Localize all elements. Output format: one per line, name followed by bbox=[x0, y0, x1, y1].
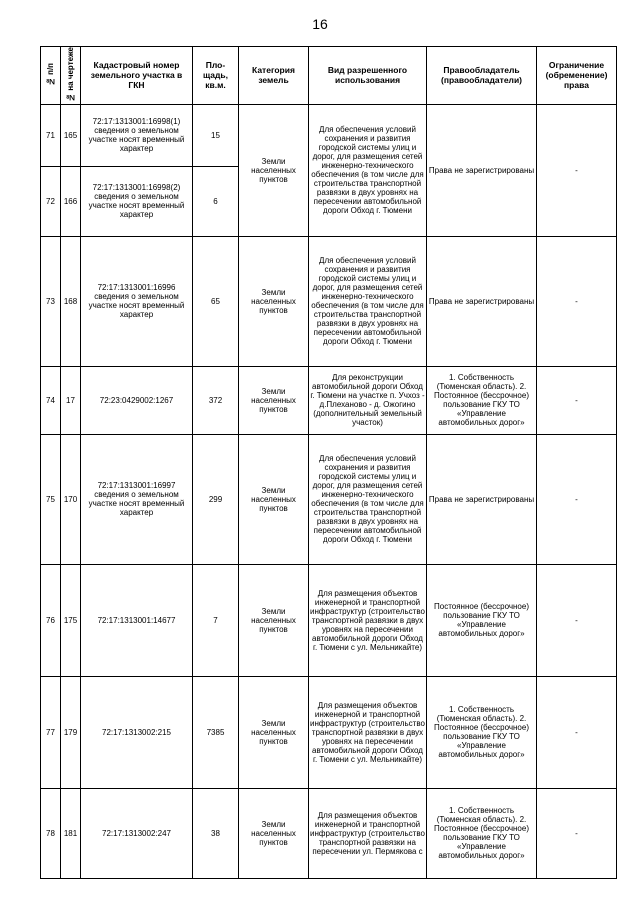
row-num: 76 bbox=[41, 564, 61, 676]
row-num: 71 bbox=[41, 104, 61, 166]
row-cadastral: 72:17:1313002:215 bbox=[81, 676, 193, 788]
row-use: Для обеспечения условий сохранения и развития городской системы улиц и дорог, для размещения сетей инженерно-технического обеспечения (в том числе для строительства транспортной развязки в двух уровнях на пересечении автомобильной дороги Обход г. Тюмени bbox=[309, 236, 427, 366]
row-restriction: - bbox=[537, 788, 617, 878]
land-plots-table bbox=[40, 46, 617, 879]
row-num: 78 bbox=[41, 788, 61, 878]
row-use: Для обеспечения условий сохранения и развития городской системы улиц и дорог, для размещения сетей инженерно-технического обеспечения (в том числе для строительства транспортной развязки в двух уровнях на пересечении автомобильной дороги Обход г. Тюмени bbox=[309, 104, 427, 236]
page-number: 16 bbox=[312, 16, 328, 32]
row-draw-num: 168 bbox=[61, 236, 81, 366]
row-restriction: - bbox=[537, 434, 617, 564]
header-draw-num: № на чертеже bbox=[61, 47, 81, 105]
row-draw-num: 170 bbox=[61, 434, 81, 564]
row-restriction: - bbox=[537, 366, 617, 434]
row-holder: 1. Собственность (Тюменская область). 2. Постоянное (бессрочное) пользование ГКУ ТО «Управление автомобильных дорог» bbox=[427, 366, 537, 434]
table-row bbox=[41, 104, 617, 166]
row-category: Земли населенных пунктов bbox=[239, 564, 309, 676]
row-restriction: - bbox=[537, 104, 617, 236]
header-restriction: Ограничение (обременение) права bbox=[537, 47, 617, 105]
row-area: 7 bbox=[193, 564, 239, 676]
header-category: Категория земель bbox=[239, 47, 309, 105]
row-restriction: - bbox=[537, 564, 617, 676]
row-holder: Права не зарегистрированы bbox=[427, 236, 537, 366]
row-cadastral: 72:17:1313001:16998(1) сведения о земельном участке носят временный характер bbox=[81, 104, 193, 166]
row-holder: Постоянное (бессрочное) пользование ГКУ ТО «Управление автомобильных дорог» bbox=[427, 564, 537, 676]
row-category: Земли населенных пунктов bbox=[239, 788, 309, 878]
table-row bbox=[41, 788, 617, 878]
row-use: Для реконструкции автомобильной дороги Обход г. Тюмени на участке п. Учхоз - д.Плеханово - д. Ожогино (дополнительный земельный участок) bbox=[309, 366, 427, 434]
row-area: 65 bbox=[193, 236, 239, 366]
row-category: Земли населенных пунктов bbox=[239, 366, 309, 434]
row-use: Для обеспечения условий сохранения и развития городской системы улиц и дорог, для размещения сетей инженерно-технического обеспечения (в том числе для строительства транспортной развязки в двух уровнях на пересечении автомобильной дороги Обход г. Тюмени bbox=[309, 434, 427, 564]
table-row bbox=[41, 236, 617, 366]
table-row bbox=[41, 366, 617, 434]
row-category: Земли населенных пунктов bbox=[239, 676, 309, 788]
row-cadastral: 72:17:1313001:16997 сведения о земельном участке носят временный характер bbox=[81, 434, 193, 564]
header-area: Пло-щадь, кв.м. bbox=[193, 47, 239, 105]
row-draw-num: 175 bbox=[61, 564, 81, 676]
row-restriction: - bbox=[537, 676, 617, 788]
row-holder: 1. Собственность (Тюменская область). 2. Постоянное (бессрочное) пользование ГКУ ТО «Управление автомобильных дорог» bbox=[427, 676, 537, 788]
row-cadastral: 72:17:1313001:16998(2) сведения о земельном участке носят временный характер bbox=[81, 166, 193, 236]
header-holder: Правообладатель (правообладатели) bbox=[427, 47, 537, 105]
row-draw-num: 165 bbox=[61, 104, 81, 166]
row-holder: Права не зарегистрированы bbox=[427, 104, 537, 236]
row-category: Земли населенных пунктов bbox=[239, 434, 309, 564]
row-num: 74 bbox=[41, 366, 61, 434]
row-area: 38 bbox=[193, 788, 239, 878]
row-num: 77 bbox=[41, 676, 61, 788]
header-use: Вид разрешенного использования bbox=[309, 47, 427, 105]
row-draw-num: 179 bbox=[61, 676, 81, 788]
table-row bbox=[41, 434, 617, 564]
row-restriction: - bbox=[537, 236, 617, 366]
row-holder: Права не зарегистрированы bbox=[427, 434, 537, 564]
row-area: 15 bbox=[193, 104, 239, 166]
row-draw-num: 166 bbox=[61, 166, 81, 236]
row-num: 75 bbox=[41, 434, 61, 564]
row-use: Для размещения объектов инженерной и транспортной инфраструктур (строительство транспортной развязки на пересечении ул. Пермякова с bbox=[309, 788, 427, 878]
row-area: 372 bbox=[193, 366, 239, 434]
row-area: 6 bbox=[193, 166, 239, 236]
row-draw-num: 181 bbox=[61, 788, 81, 878]
row-num: 73 bbox=[41, 236, 61, 366]
row-area: 299 bbox=[193, 434, 239, 564]
header-row bbox=[41, 47, 617, 105]
row-cadastral: 72:23:0429002:1267 bbox=[81, 366, 193, 434]
row-category: Земли населенных пунктов bbox=[239, 104, 309, 236]
row-cadastral: 72:17:1313001:14677 bbox=[81, 564, 193, 676]
row-cadastral: 72:17:1313002:247 bbox=[81, 788, 193, 878]
row-use: Для размещения объектов инженерной и транспортной инфраструктур (строительство транспортной развязки в двух уровнях на пересечении автомобильной дороги Обход г. Тюмени с ул. Мельникайте) bbox=[309, 676, 427, 788]
header-cadastral: Кадастровый номер земельного участка в ГКН bbox=[81, 47, 193, 105]
row-cadastral: 72:17:1313001:16996 сведения о земельном участке носят временный характер bbox=[81, 236, 193, 366]
header-num: № п/п bbox=[41, 47, 61, 105]
row-category: Земли населенных пунктов bbox=[239, 236, 309, 366]
table-row bbox=[41, 564, 617, 676]
row-holder: 1. Собственность (Тюменская область). 2. Постоянное (бессрочное) пользование ГКУ ТО «Управление автомобильных дорог» bbox=[427, 788, 537, 878]
row-area: 7385 bbox=[193, 676, 239, 788]
row-use: Для размещения объектов инженерной и транспортной инфраструктур (строительство транспортной развязки в двух уровнях на пересечении автомобильной дороги Обход г. Тюмени с ул. Мельникайте) bbox=[309, 564, 427, 676]
table-row bbox=[41, 676, 617, 788]
row-draw-num: 17 bbox=[61, 366, 81, 434]
row-num: 72 bbox=[41, 166, 61, 236]
